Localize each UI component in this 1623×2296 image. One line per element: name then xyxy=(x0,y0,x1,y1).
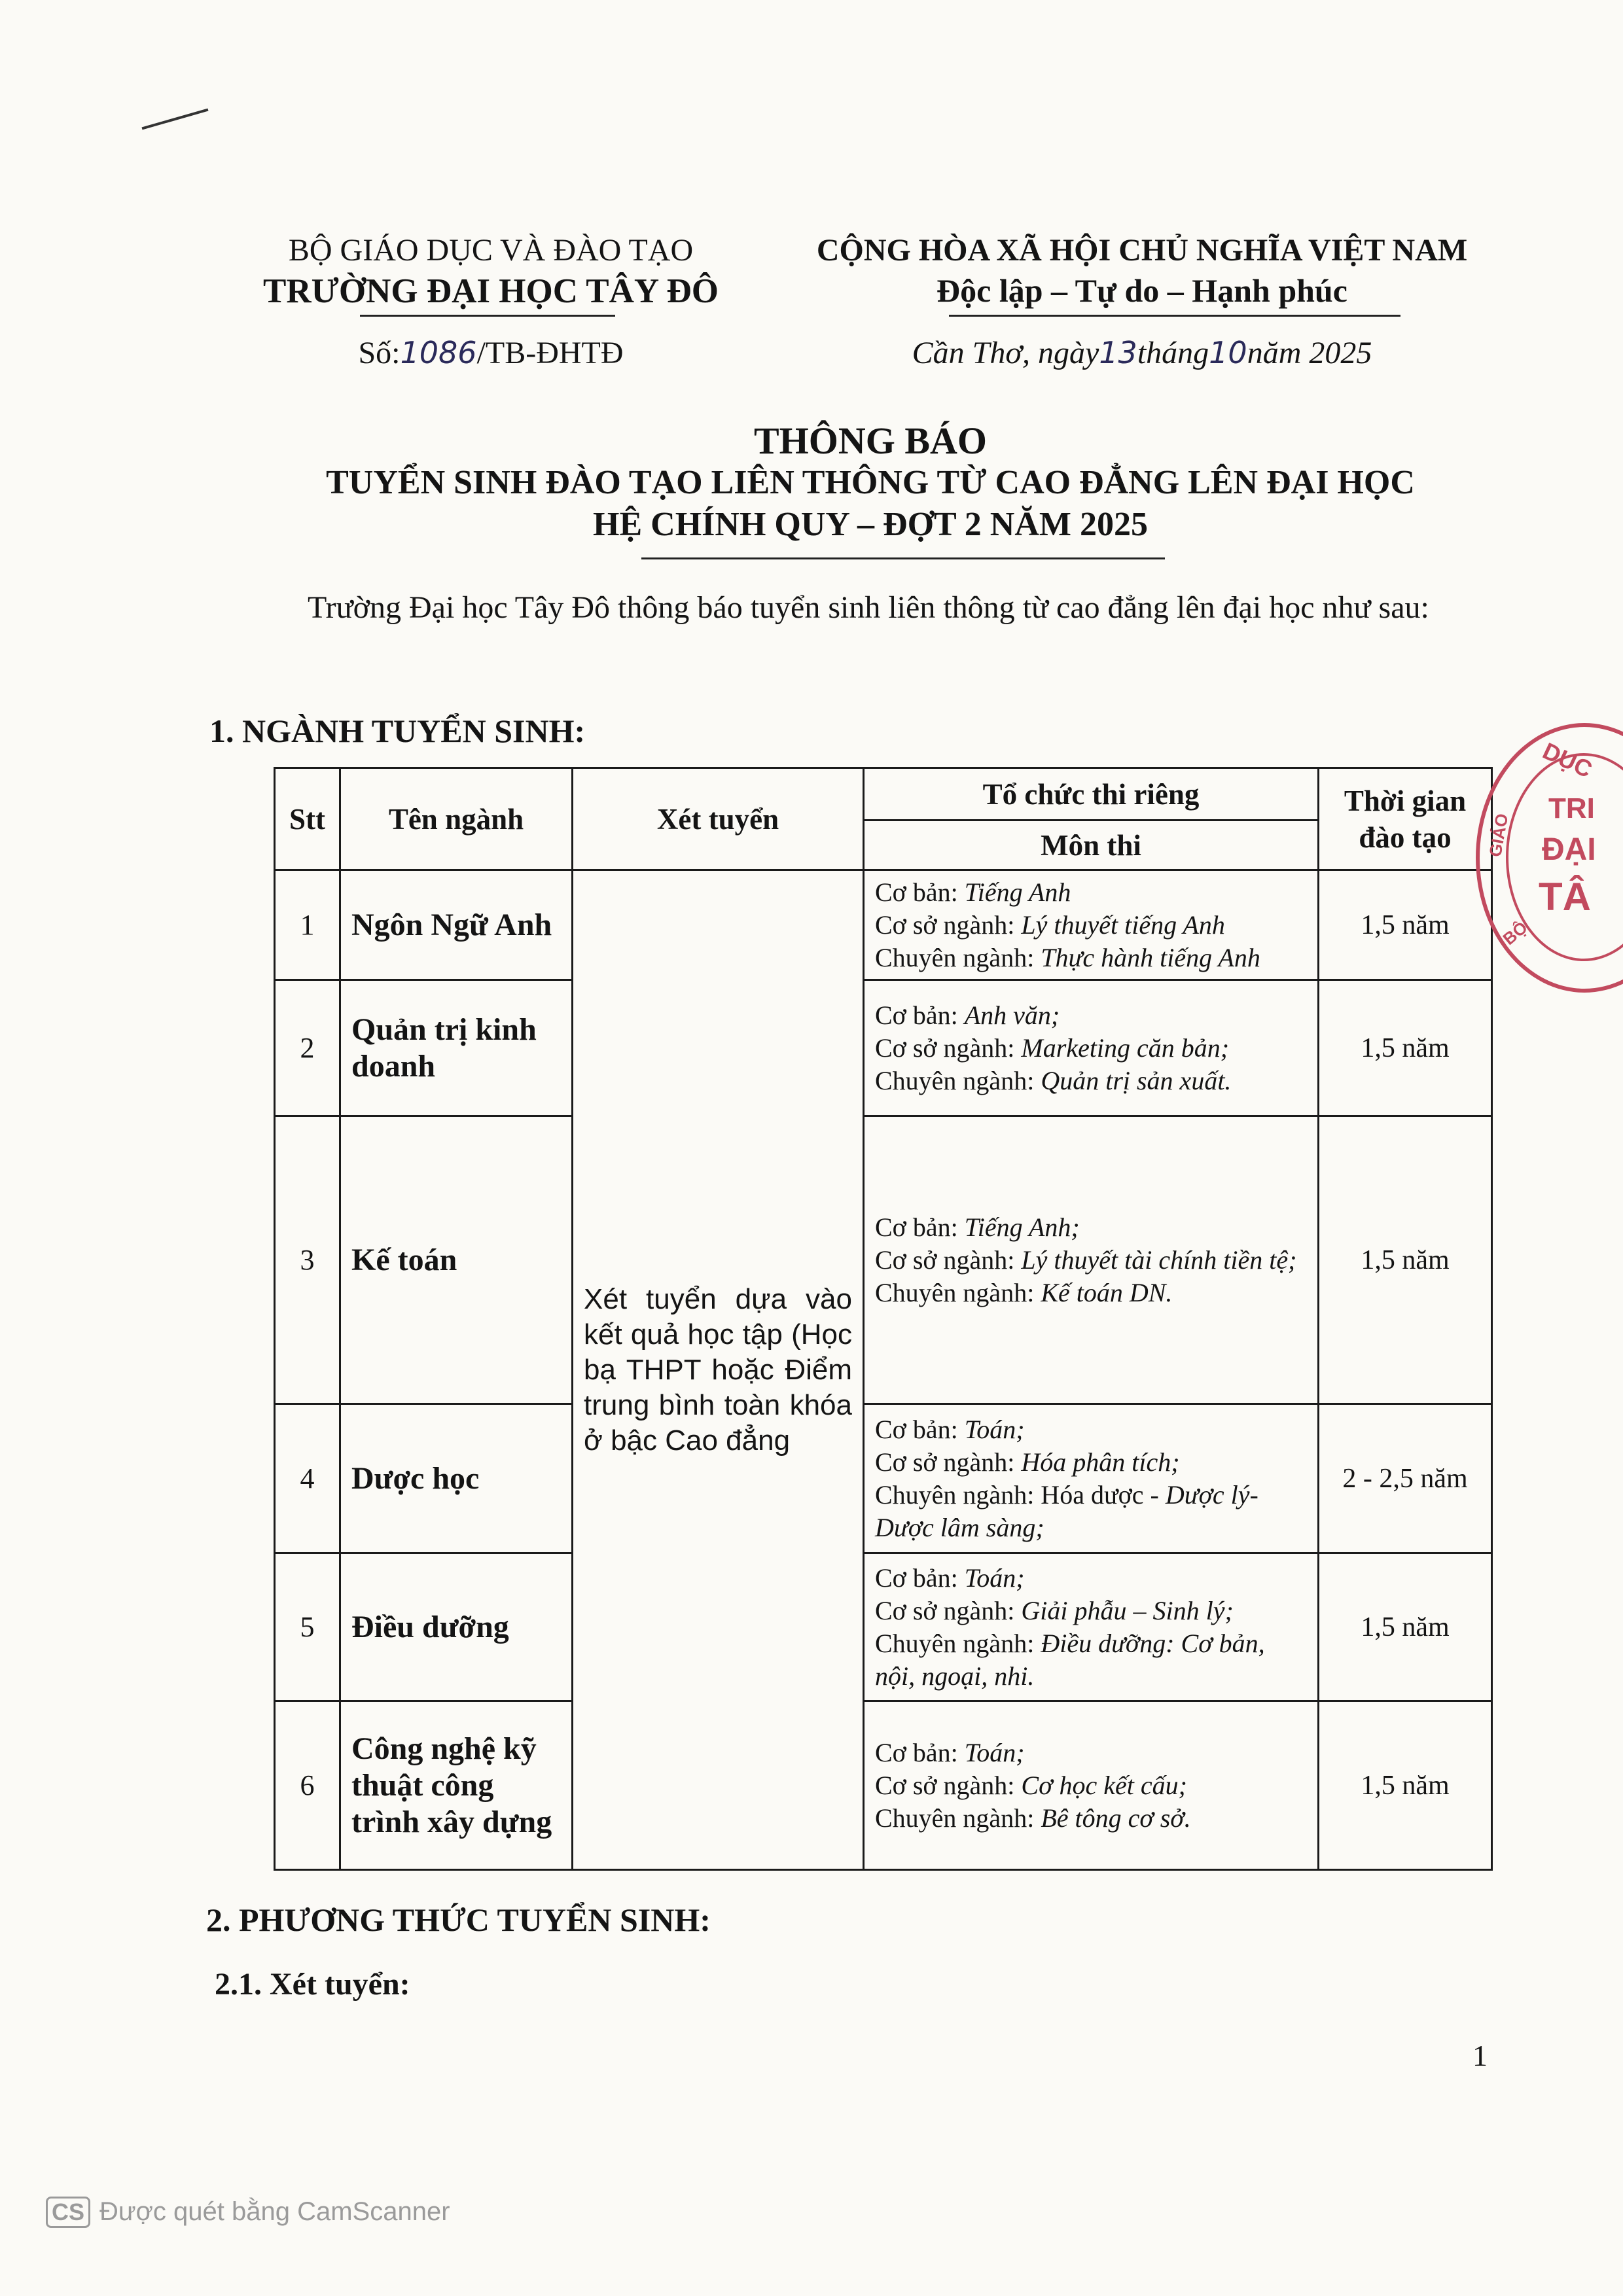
country-name: CỘNG HÒA XÃ HỘI CHỦ NGHĨA VIỆT NAM xyxy=(816,233,1468,268)
section-2-1-heading: 2.1. Xét tuyển: xyxy=(215,1967,410,2002)
exam-subjects: Cơ bản: Toán; Cơ sở ngành: Hóa phân tích; Chuyên ngành: Hóa dược - Dược lý-Dược lâm sàng; xyxy=(864,1404,1319,1553)
university-underline xyxy=(360,315,615,317)
red-seal-stamp: DỤC TRI ĐẠI TÂ GIÁO BỘ xyxy=(1476,723,1623,993)
header-exam-subjects: Môn thi xyxy=(864,821,1319,870)
table-row: 4 Dược học Cơ bản: Toán; Cơ sở ngành: Hóa phân tích; Chuyên ngành: Hóa dược - Dược lý-Dược lâm sàng; 2 - 2,5 năm xyxy=(275,1404,1492,1553)
admission-method: Xét tuyển dựa vào kết quả học tập (Học bạ THPT hoặc Điểm trung bình toàn khóa ở bậc Cao đẳng xyxy=(573,870,864,1870)
document-subtitle-1: TUYỂN SINH ĐÀO TẠO LIÊN THÔNG TỪ CAO ĐẲNG LÊN ĐẠI HỌC xyxy=(326,464,1415,501)
section-2-heading: 2. PHƯƠNG THỨC TUYỂN SINH: xyxy=(206,1901,711,1938)
table-row: 2 Quản trị kinh doanh Cơ bản: Anh văn; Cơ sở ngành: Marketing căn bản; Chuyên ngành: Quản trị sản xuất. 1,5 năm xyxy=(275,980,1492,1116)
header-admission: Xét tuyển xyxy=(573,768,864,870)
table-row: 1 Ngôn Ngữ Anh Xét tuyển dựa vào kết quả học tập (Học bạ THPT hoặc Điểm trung bình toàn khóa ở bậc Cao đẳng Cơ bản: Tiếng Anh Cơ sở ngành: Lý thuyết tiếng Anh Chuyên ngành: Thực hành tiếng Anh 1,5 năm xyxy=(275,870,1492,980)
majors-table xyxy=(274,767,1493,1871)
doc-number: Số:1086/TB-ĐHTĐ xyxy=(358,335,624,370)
date-line: Cần Thơ, ngày13tháng10năm 2025 xyxy=(912,335,1372,370)
table-row: 3 Kế toán Cơ bản: Tiếng Anh; Cơ sở ngành: Lý thuyết tài chính tiền tệ; Chuyên ngành: Kế toán DN. 1,5 năm xyxy=(275,1116,1492,1404)
header-major: Tên ngành xyxy=(340,768,573,870)
table-row: 6 Công nghệ kỹ thuật công trình xây dựng Cơ bản: Toán; Cơ sở ngành: Cơ học kết cấu; Chuyên ngành: Bê tông cơ sở. 1,5 năm xyxy=(275,1701,1492,1870)
header-stt: Stt xyxy=(275,768,340,870)
page-number: 1 xyxy=(1472,2039,1488,2072)
header-duration: Thời gian đào tạo xyxy=(1319,768,1492,870)
handwritten-number: 1086 xyxy=(400,335,477,370)
motto-underline xyxy=(949,315,1400,317)
exam-subjects: Cơ bản: Toán; Cơ sở ngành: Cơ học kết cấu; Chuyên ngành: Bê tông cơ sở. xyxy=(864,1701,1319,1870)
document-title: THÔNG BÁO xyxy=(753,419,988,462)
motto: Độc lập – Tự do – Hạnh phúc xyxy=(936,272,1347,309)
exam-subjects: Cơ bản: Toán; Cơ sở ngành: Giải phẫu – Sinh lý; Chuyên ngành: Điều dưỡng: Cơ bản, nội, ngoại, nhi. xyxy=(864,1553,1319,1701)
exam-subjects: Cơ bản: Tiếng Anh Cơ sở ngành: Lý thuyết tiếng Anh Chuyên ngành: Thực hành tiếng Anh xyxy=(864,870,1319,980)
document-subtitle-2: HỆ CHÍNH QUY – ĐỢT 2 NĂM 2025 xyxy=(593,506,1148,543)
title-underline xyxy=(641,557,1165,559)
camscanner-watermark: CS Được quét bằng CamScanner xyxy=(46,2197,450,2228)
table-row: 5 Điều dưỡng Cơ bản: Toán; Cơ sở ngành: Giải phẫu – Sinh lý; Chuyên ngành: Điều dưỡng: Cơ bản, nội, ngoại, nhi. 1,5 năm xyxy=(275,1553,1492,1701)
intro-paragraph: Trường Đại học Tây Đô thông báo tuyển sinh liên thông từ cao đẳng lên đại học như sau: xyxy=(308,590,1429,625)
exam-subjects: Cơ bản: Tiếng Anh; Cơ sở ngành: Lý thuyết tài chính tiền tệ; Chuyên ngành: Kế toán DN. xyxy=(864,1116,1319,1404)
pen-mark xyxy=(141,109,208,130)
ministry-name: BỘ GIÁO DỤC VÀ ĐÀO TẠO xyxy=(288,233,694,268)
camscanner-logo: CS xyxy=(46,2197,90,2228)
section-1-heading: 1. NGÀNH TUYỂN SINH: xyxy=(209,713,586,749)
university-name: TRƯỜNG ĐẠI HỌC TÂY ĐÔ xyxy=(263,272,719,310)
exam-subjects: Cơ bản: Anh văn; Cơ sở ngành: Marketing căn bản; Chuyên ngành: Quản trị sản xuất. xyxy=(864,980,1319,1116)
header-exam-group: Tổ chức thi riêng xyxy=(864,768,1319,821)
